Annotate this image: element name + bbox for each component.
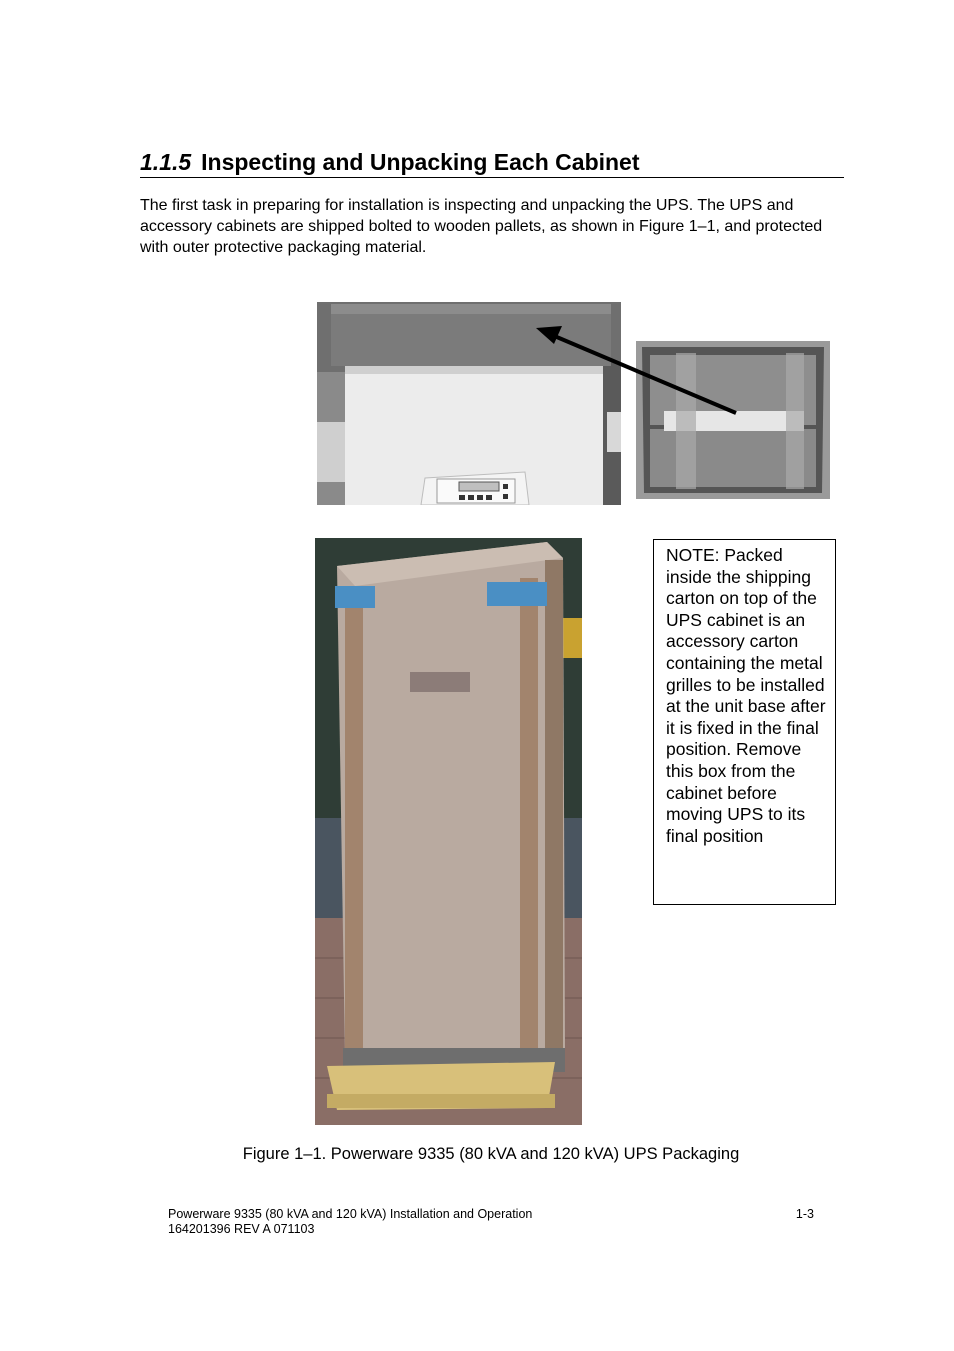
section-title: Inspecting and Unpacking Each Cabinet bbox=[201, 149, 640, 175]
wrapped-cabinet-photo bbox=[315, 538, 582, 1125]
figure-caption: Figure 1–1. Powerware 9335 (80 kVA and 120 kVA) UPS Packaging bbox=[242, 1145, 740, 1163]
intro-paragraph: The first task in preparing for installation is inspecting and unpacking the UPS. The UPS and accessory cabinets are shipped bolted to wooden pallets, as shown in Figure 1–1, and protected with outer protective packaging material. bbox=[140, 197, 823, 256]
footer-document-title: Powerware 9335 (80 kVA and 120 kVA) Installation and Operation bbox=[168, 1207, 533, 1221]
page-footer bbox=[168, 1207, 814, 1236]
packing-note-box: NOTE: Packed inside the shipping carton on top of the UPS cabinet is an accessory carton containing the metal grilles to be installed at the unit base after it is fixed in the final position. Remove this box from the cabinet before moving UPS to its final position bbox=[653, 539, 836, 905]
page-number: 1-3 bbox=[795, 1207, 814, 1221]
section-heading bbox=[140, 147, 844, 178]
wrapped-cabinet-image bbox=[315, 538, 582, 1125]
section-number: 1.1.5 bbox=[140, 149, 192, 175]
pointer-arrow bbox=[530, 320, 745, 420]
footer-document-number: 164201396 REV A 071103 bbox=[168, 1221, 315, 1236]
